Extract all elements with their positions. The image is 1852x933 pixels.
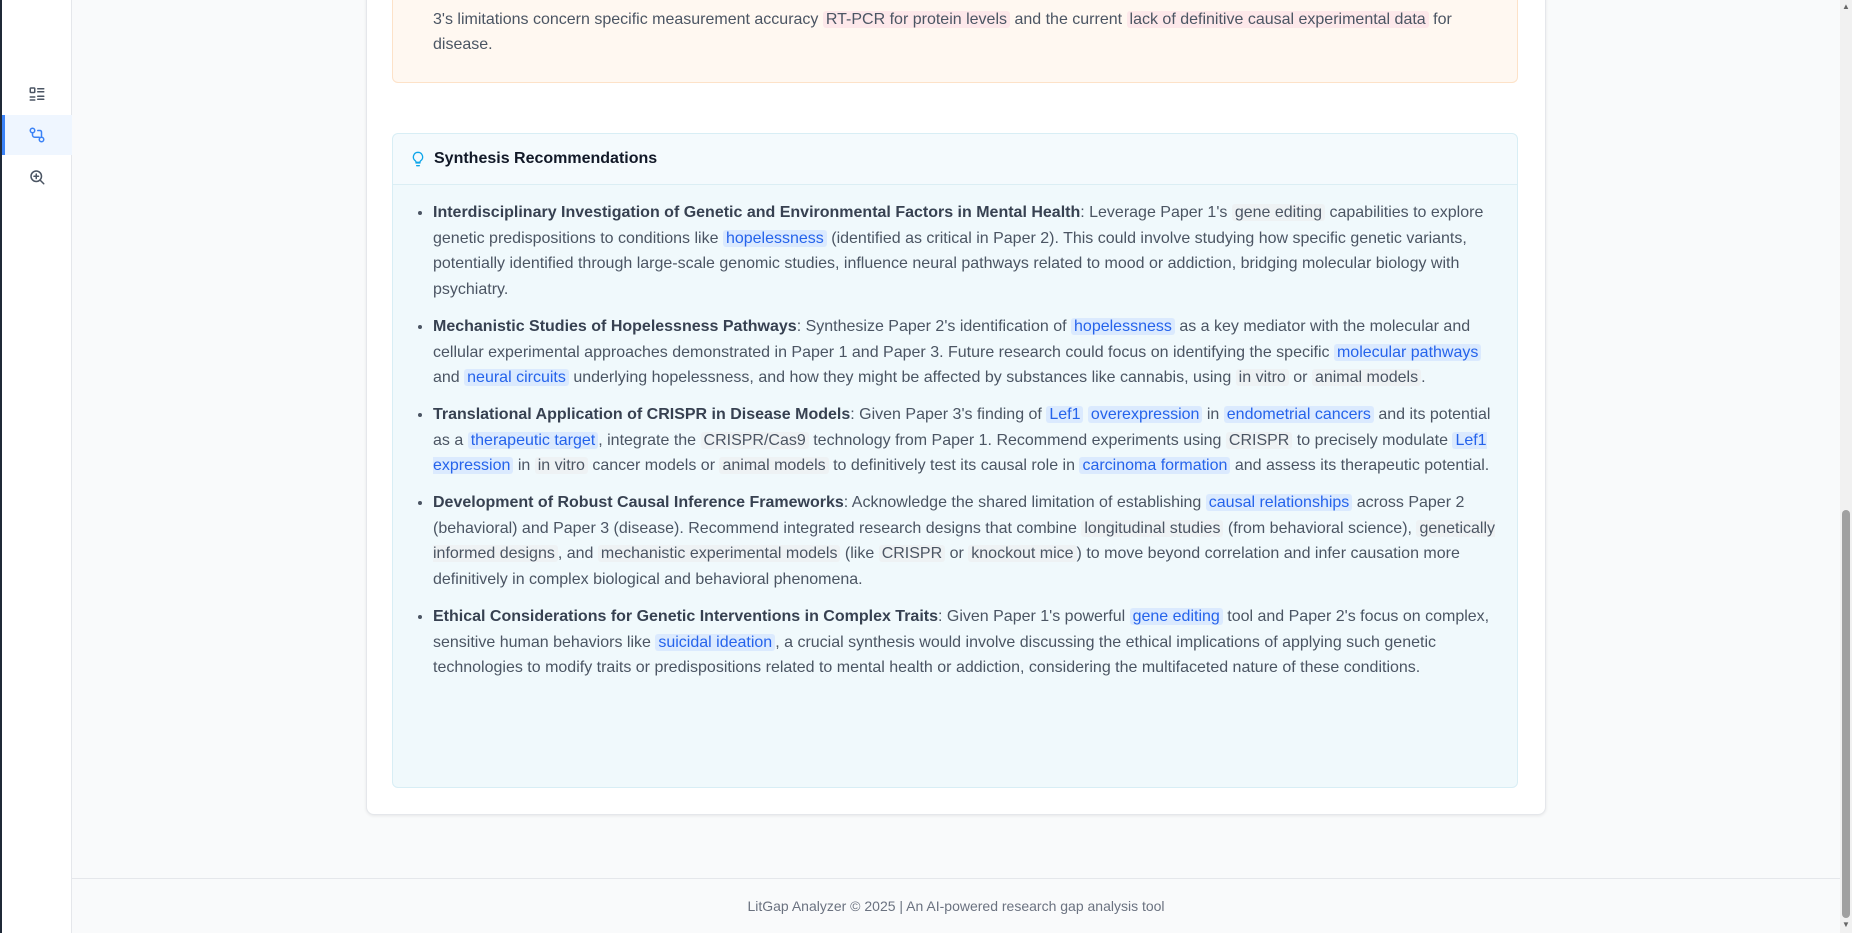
- text-segment: ) to move beyond correlation and infer causation more definitively in complex biological and behavioral phenomena.: [433, 545, 1460, 589]
- text-segment: underlying hopelessness, and how they might be affected by substances like cannabis, using: [573, 369, 1232, 387]
- text-segment: to definitively test its causal role in: [833, 457, 1075, 475]
- footer-text: LitGap Analyzer © 2025 | An AI-powered research gap analysis tool: [747, 898, 1165, 914]
- text-segment: in: [1206, 405, 1220, 423]
- text-segment: to precisely modulate: [1296, 431, 1448, 449]
- keyword-tag: mechanistic experimental models: [598, 545, 841, 562]
- keyword-tag: Lef1 expression: [433, 431, 1487, 475]
- text-segment: (like: [844, 545, 875, 563]
- recommendation-item: [433, 402, 1503, 479]
- recommendation-title: Mechanistic Studies of Hopelessness Pathways: [433, 317, 797, 335]
- recommendation-item: [433, 604, 1503, 681]
- recommendation-item: [433, 314, 1503, 391]
- text-segment: , a crucial synthesis would involve discussing the ethical implications of applying such genetic technologies to modify traits or predispositions related to mental health or addiction, considering the multifaceted nature of these conditions.: [433, 633, 1436, 677]
- text-segment: across Paper 2 (behavioral) and Paper 3 (disease). Recommend integrated research designs that combine: [433, 494, 1465, 537]
- zoom-in-icon: [28, 168, 46, 186]
- text-segment: as a key mediator with the molecular and cellular experimental approaches demonstrated in Paper 1 and Paper 3. Future research could focus on identifying the specific: [433, 317, 1471, 361]
- keyword-tag: molecular pathways: [1334, 344, 1481, 361]
- limitations-text: [433, 7, 1503, 57]
- text-segment: tool and Paper 2's focus on complex, sensitive human behaviors like: [433, 607, 1490, 651]
- keyword-tag: CRISPR: [879, 545, 945, 562]
- synthesis-header: [393, 134, 1517, 185]
- keyword-tag: longitudinal studies: [1081, 520, 1223, 537]
- keyword-tag: neural circuits: [464, 369, 569, 386]
- text-segment: : Synthesize Paper 2's identification of: [796, 317, 1067, 335]
- recommendation-item: [433, 490, 1503, 593]
- text-segment: technology from Paper 1. Recommend experiments using: [813, 431, 1222, 449]
- sidebar: [2, 0, 72, 933]
- text-segment: , and: [557, 545, 594, 563]
- keyword-tag: CRISPR: [1226, 432, 1292, 449]
- limitation-tag: lack of definitive causal experimental data: [1127, 11, 1429, 28]
- keyword-tag: hopelessness: [1071, 318, 1175, 335]
- text-segment: or: [1293, 369, 1308, 387]
- keyword-tag: endometrial cancers: [1224, 406, 1374, 423]
- text-segment: and: [433, 369, 460, 387]
- sidebar-item-compare[interactable]: [2, 115, 72, 155]
- keyword-tag: overexpression: [1088, 406, 1203, 423]
- text-segment: : Leverage Paper 1's: [1080, 204, 1228, 221]
- lightbulb-icon: [410, 151, 426, 167]
- text-segment: : Acknowledge the shared limitation of establishing: [843, 494, 1202, 512]
- keyword-tag: in vitro: [535, 457, 588, 474]
- text-segment: cancer models or: [592, 457, 716, 475]
- footer: [72, 878, 1840, 933]
- keyword-tag: in vitro: [1236, 369, 1289, 386]
- text-segment: for disease.: [433, 11, 1452, 53]
- text-segment: or: [949, 545, 964, 563]
- recommendation-item: [433, 200, 1503, 303]
- main-content: [72, 0, 1840, 933]
- text-segment: in: [517, 457, 531, 475]
- keyword-tag: animal models: [1312, 369, 1421, 386]
- keyword-tag: CRISPR/Cas9: [701, 432, 809, 449]
- text-segment: capabilities to explore genetic predispositions to conditions like: [433, 204, 1484, 247]
- recommendation-title: Development of Robust Causal Inference Frameworks: [433, 494, 844, 512]
- keyword-tag: genetically informed designs: [433, 519, 1496, 563]
- recommendations-list: [393, 200, 1503, 692]
- sidebar-item-overview[interactable]: [2, 74, 72, 114]
- recommendation-title: Ethical Considerations for Genetic Interventions in Complex Traits: [433, 607, 938, 625]
- synthesis-panel: [392, 133, 1518, 788]
- keyword-tag: suicidal ideation: [655, 634, 775, 651]
- keyword-tag: carcinoma formation: [1079, 457, 1230, 474]
- sidebar-item-search[interactable]: [2, 157, 72, 197]
- text-segment: and its potential as a: [433, 405, 1491, 449]
- scroll-up-icon[interactable]: ▲: [1842, 2, 1850, 11]
- list-icon: [28, 85, 46, 103]
- text-segment: (identified as critical in Paper 2). This could involve studying how specific genetic variants, potentially identified through large-scale genomic studies, influence neural pathways related to mood or addiction, bridging molecular biology with psychiatry.: [433, 229, 1467, 299]
- limitations-panel: [392, 0, 1518, 83]
- scrollbar[interactable]: [1840, 0, 1852, 933]
- keyword-tag: hopelessness: [723, 230, 827, 247]
- keyword-tag: knockout mice: [968, 545, 1076, 562]
- text-segment: and the current: [1014, 11, 1123, 28]
- scroll-thumb[interactable]: [1842, 510, 1850, 918]
- text-segment: and assess its therapeutic potential.: [1234, 457, 1490, 475]
- text-segment: , integrate the: [598, 431, 697, 449]
- text-segment: .: [1421, 369, 1426, 387]
- keyword-tag: therapeutic target: [468, 432, 599, 449]
- analysis-card: [366, 0, 1546, 815]
- keyword-tag: animal models: [719, 457, 828, 474]
- keyword-tag: gene editing: [1130, 608, 1223, 625]
- text-segment: (from behavioral science),: [1227, 519, 1412, 537]
- keyword-tag: Lef1: [1046, 406, 1083, 423]
- recommendation-title: Interdisciplinary Investigation of Genetic and Environmental Factors in Mental Health: [433, 204, 1081, 221]
- synthesis-title: Synthesis Recommendations: [434, 150, 658, 167]
- text-segment: : Given Paper 1's powerful: [938, 607, 1126, 625]
- keyword-tag: gene editing: [1232, 204, 1325, 221]
- git-compare-icon: [28, 126, 46, 144]
- text-segment: : Given Paper 3's finding of: [850, 405, 1042, 423]
- limitation-tag: RT-PCR for protein levels: [823, 11, 1010, 28]
- keyword-tag: causal relationships: [1206, 494, 1353, 511]
- scroll-down-icon[interactable]: ▼: [1842, 920, 1850, 929]
- text-segment: 3's limitations concern specific measurement accuracy: [433, 11, 819, 28]
- recommendation-title: Translational Application of CRISPR in Disease Models: [433, 405, 851, 423]
